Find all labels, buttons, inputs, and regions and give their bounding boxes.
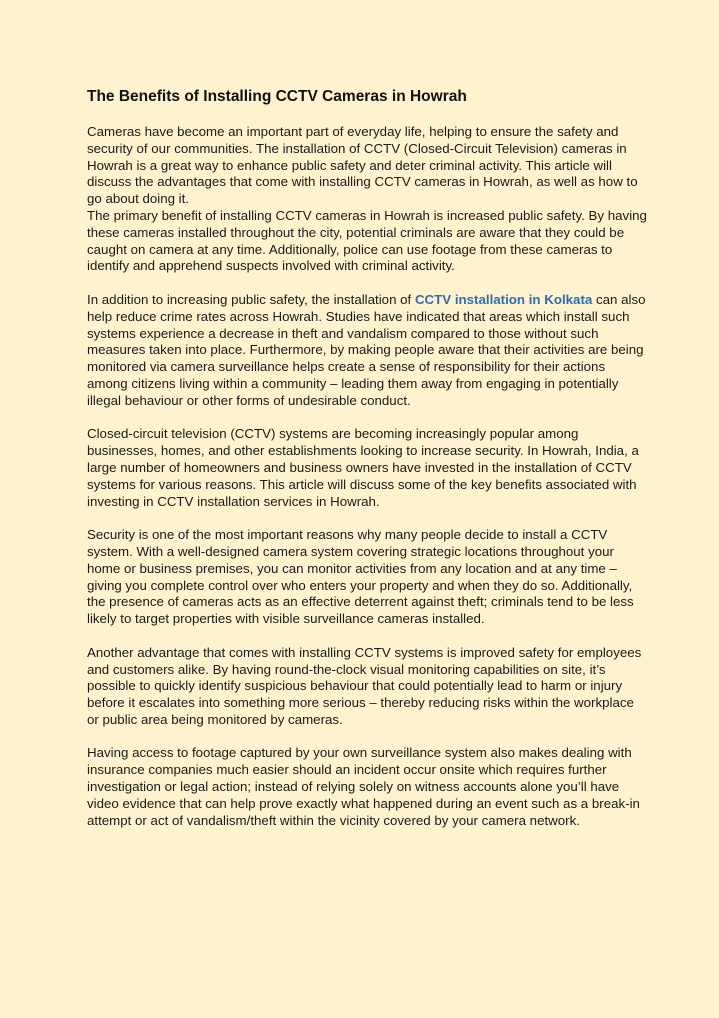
paragraph-text-before-link: In addition to increasing public safety, the installation of (87, 291, 415, 307)
document-title: The Benefits of Installing CCTV Cameras in Howrah (87, 88, 467, 105)
paragraph-cctv-popularity: Closed-circuit television (CCTV) systems are becoming increasingly popular among businesses, homes, and other establishments looking to increase security. In Howrah, India, a large number of homeowners and business owners have invested in the installation of CCTV systems for various reasons. This article will discuss some of the key benefits associated with investing in CCTV installation services in Howrah. (87, 426, 639, 509)
paragraph-intro: Cameras have become an important part of everyday life, helping to ensure the safety and security of our communities. The installation of CCTV (Closed-Circuit Television) cameras in Howrah is a great way to enhance public safety and deter criminal activity. This article will discuss the advantages that come with installing CCTV cameras in Howrah, as well as how to go about doing it. (87, 124, 638, 207)
paragraph-employee-safety: Another advantage that comes with installing CCTV systems is improved safety for employees and customers alike. By having round-the-clock visual monitoring capabilities on site, it’s possible to quickly identify suspicious behaviour that could potentially lead to harm or injury before it escalates into something more serious – thereby reducing risks within the workplace or public area being monitored by cameras. (87, 644, 642, 727)
paragraph-spacer (87, 275, 647, 292)
cctv-kolkata-link[interactable]: CCTV installation in Kolkata (414, 291, 593, 307)
paragraph-crime-reduction (87, 292, 647, 410)
paragraph-security: Security is one of the most important reasons why many people decide to install a CCTV system. With a well-designed camera system covering strategic locations throughout your home or business premises, you can monitor activities from any location and at any time – giving you complete control over who enters your property and when they do so. Additionally, the presence of cameras acts as an effective deterrent against theft; criminals tend to be less likely to target properties with visible surveillance cameras installed. (87, 527, 634, 627)
paragraph-spacer (87, 729, 647, 746)
paragraph-primary-benefit: The primary benefit of installing CCTV cameras in Howrah is increased public safety. By having these cameras installed throughout the city, potential criminals are aware that they could be caught on camera at any time. Additionally, police can use footage from these cameras to identify and apprehend suspects involved with criminal activity. (87, 207, 647, 274)
paragraph-text-after-link: can also help reduce crime rates across Howrah. Studies have indicated that areas which install such systems experience a decrease in theft and vandalism compared to those without such measures taken into place. Furthermore, by making people aware that their activities are being monitored via camera surveillance helps create a sense of responsibility for their actions among citizens living within a community – leading them away from engaging in potentially illegal behaviour or other forms of undesirable conduct. (87, 291, 646, 408)
paragraph-spacer (87, 628, 647, 645)
document-page (87, 87, 647, 829)
paragraph-insurance-evidence: Having access to footage captured by your own surveillance system also makes dealing with insurance companies much easier should an incident occur onsite which requires further investigation or legal action; instead of relying solely on witness accounts alone you’ll have video evidence that can help prove exactly what happened during an event such as a break-in attempt or act of vandalism/theft within the vicinity covered by your camera network. (87, 745, 640, 828)
paragraph-spacer (87, 510, 647, 527)
paragraph-spacer (87, 410, 647, 427)
